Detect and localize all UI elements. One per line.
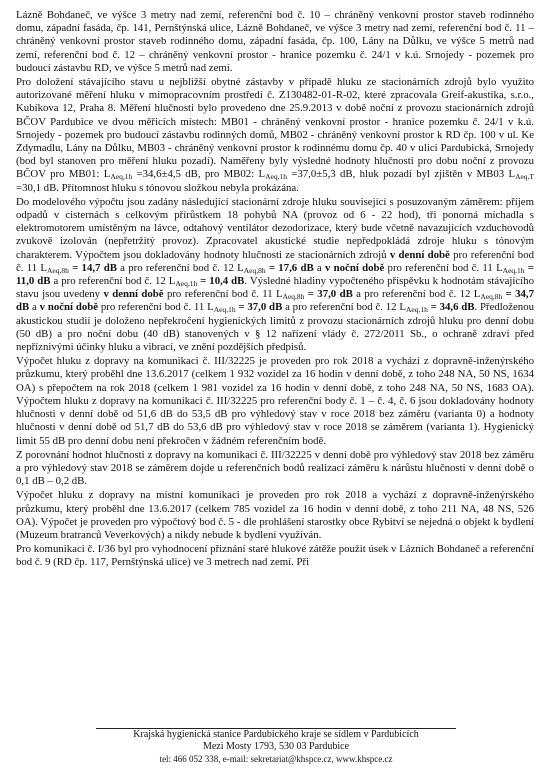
paragraph-traffic-road-iii-32225: Výpočet hluku z dopravy na komunikaci č. III/32225 je proveden pro rok 2018 a vychází z dopravně-inženýrského průzkumu, který proběhl dne 13.6.2017 (celkem 1 932 vozidel za 16 hodin v denní době, z toho 248 NA, 50 NS, 1634 OA) s přepočtem na rok 2018 (celkem 1 981 vozidel za 16 hodin v denní době, z toho 248 NA, 50 NS, 1683 OA). Výpočtem hluku z dopravy na komunikaci č. III/32225 pro referenční body č. 1 – č. 4, č. 6 jsou dokladovány hodnoty hlučnosti v denní době od 51,6 dB do 53,5 dB pro výhledový stav v roce 2018 bez záměru (varianta 0) a hodnoty hlučnosti v denní době od 51,7 dB do 53,6 dB pro výhledový stav v roce 2018 se záměrem (varianta 1). Hygienický limit 55 dB pro denní dobu není překročen v žádném referenčním bodě. xyxy=(16,355,534,447)
document-body xyxy=(16,9,534,571)
paragraph-stationary-sources: Do modelového výpočtu jsou zadány následující stacionární zdroje hluku související s posuzovaným záměrem: příjem odpadů v cisternách s celkovým přírůstkem 18 pohybů NA (provoz od 6 - 22 hod), tři ponorná míchadla s elektromotorem umístěným na lávce, odtahový ventilátor dezodorizace, který bude včetně navazujících vzduchovodů zvukově izolován (nepřetržitý provoz). Zpracovatel akustické studie nepředpokládá zdroje hluku s tónovým charakterem. Výpočtem jsou dokladovány hodnoty hlučnosti ze stacionárních zdrojů v denní době pro referenční bod č. 11 $L_{Aeq,8h} = 14,7$ dB a pro referenční bod č. 12 $L_{Aeq,8h} = 17,6$ dB a v noční době pro referenční bod č. 11 $L_{Aeq,1h} = 11,0$ dB a pro referenční bod č. 12 $L_{Aeq,1h} = 10,4$ dB. Výsledné hladiny vypočteného příspěvku k hodnotám stávajícího stavu jsou uvedeny v denní době pro referenční bod č. 11 $L_{Aeq,8h} = 37,0$ dB a pro referenční bod č. 12 $L_{Aeq,8h} = 34,7$ dB a v noční době pro referenční bod č. 11 $L_{Aeq,1h} = 37,0$ dB a pro referenční bod č. 12 $L_{Aeq,1h} = 34,6$ dB. Předloženou akustickou studií je doloženo nepřekročení hygienických limitů z provozu stacionárních zdrojů hluku pro denní dobu (50 dB) a pro noční dobu (40 dB) stanovených v § 12 nařízení vlády č. 272/2011 Sb., o ochraně zdraví před nepříznivými účinky hluku a vibrací, ve znění pozdějších předpisů. xyxy=(16,195,534,354)
footer-address: Mezi Mosty 1793, 530 03 Pardubice xyxy=(202,741,350,752)
footer-institution: Krajská hygienická stanice Pardubického kraje se sídlem v Pardubicích xyxy=(133,729,419,740)
paragraph-traffic-comparison: Z porovnání hodnot hlučnosti z dopravy na komunikaci č. III/32225 v denní době pro výhledový stav 2018 bez záměru a pro výhledový stav 2018 se záměrem dojde u referenčních bodů realizací záměru k nárůstu hlučnosti v denní době o 0,1 dB – 0,2 dB. xyxy=(16,448,534,488)
footer xyxy=(0,729,552,765)
paragraph-reference-points: Lázně Bohdaneč, ve výšce 3 metry nad zemí, referenční bod č. 10 – chráněný venkovní prostor staveb rodinného domu, západní fasáda, čp. 141, Pernštýnská ulice, Lázně Bohdaneč, ve výšce 3 metry nad zemí, referenční bod č. 11 – chráněný venkovní prostor staveb rodinného domu, západní fasáda, čp. 100, Lány na Důlku, ve výšce 5 metrů nad zemí, referenční bod č. 12 – chráněný venkovní prostor - hranice pozemku č. 24/1 v k.ú. Srnojedy - pozemek pro budoucí zástavbu RD, ve výšce 5 metrů nad zemí. xyxy=(16,9,534,74)
paragraph-local-road-traffic: Výpočet hluku z dopravy na místní komunikaci je proveden pro rok 2018 a vychází z dopravně-inženýrského průzkumu, který proběhl dne 13.6.2017 (celkem 785 vozidel za 16 hodin v denní době, z toho 211 NA, 48 NS, 526 OA). Výpočet je proveden pro výpočtový bod č. 5 - dle prohlášení starostky obce Rybitví se nejedná o objekt k bydlení (Muzeum bratranců Veverkových) a nikdy nebude k bydlení využíván. xyxy=(16,489,534,541)
paragraph-road-i-36: Pro komunikaci č. I/36 byl pro vyhodnocení přiznání staré hlukové zátěže použit úsek v Lázních Bohdaneč a referenční bod č. 9 (RD čp. 117, Pernštýnská ulice) ve 3 metrech nad zemí. Při xyxy=(16,543,534,569)
footer-contact: tel: 466 052 338, e-mail: sekretariat@khspce.cz, www.khspce.cz xyxy=(159,754,393,764)
paragraph-existing-state-measurement: Pro doložení stávajícího stavu u nejbližší obytné zástavby v případě hluku ze stacionárních zdrojů bylo využito autorizované měření hluku v mimopracovním prostředí č. Z130482-01-R-02, které zpracovala Greif-akustika, s.r.o., Kubíkova 12, Praha 8. Měření hlučnosti bylo provedeno dne 25.9.2013 v době noční z provozu stacionárních zdrojů BČOV Pardubice ve dvou měřicích místech: MB01 - chráněný venkovní prostor - hranice pozemku č. 24/1 v k.ú. Srnojedy - pozemek pro budoucí zástavbu rodinných domů, MB02 - chráněný venkovní prostor k RD čp. 100 v ul. Ke Zdymadlu, Lány na Důlku, MB03 - chráněný venkovní prostor k rodinnému domu čp. 40 v ulici Pardubická, Srnojedy (bod byl stanoven pro měření hluku pozadí). Naměřeny byly výsledné hodnoty hlučnosti pro dobu noční z provozu BČOV pro MB01: $L_{Aeq,1h} =34,6\pm 4,5$ dB, pro MB02: $L_{Aeq,1h} =37,0\pm 5,3$ dB, hluk pozadí byl zjištěn v MB03 $L_{Aeq,T} =30,1$ dB. Přítomnost hluku s tónovou složkou nebyla prokázána. xyxy=(16,76,535,194)
